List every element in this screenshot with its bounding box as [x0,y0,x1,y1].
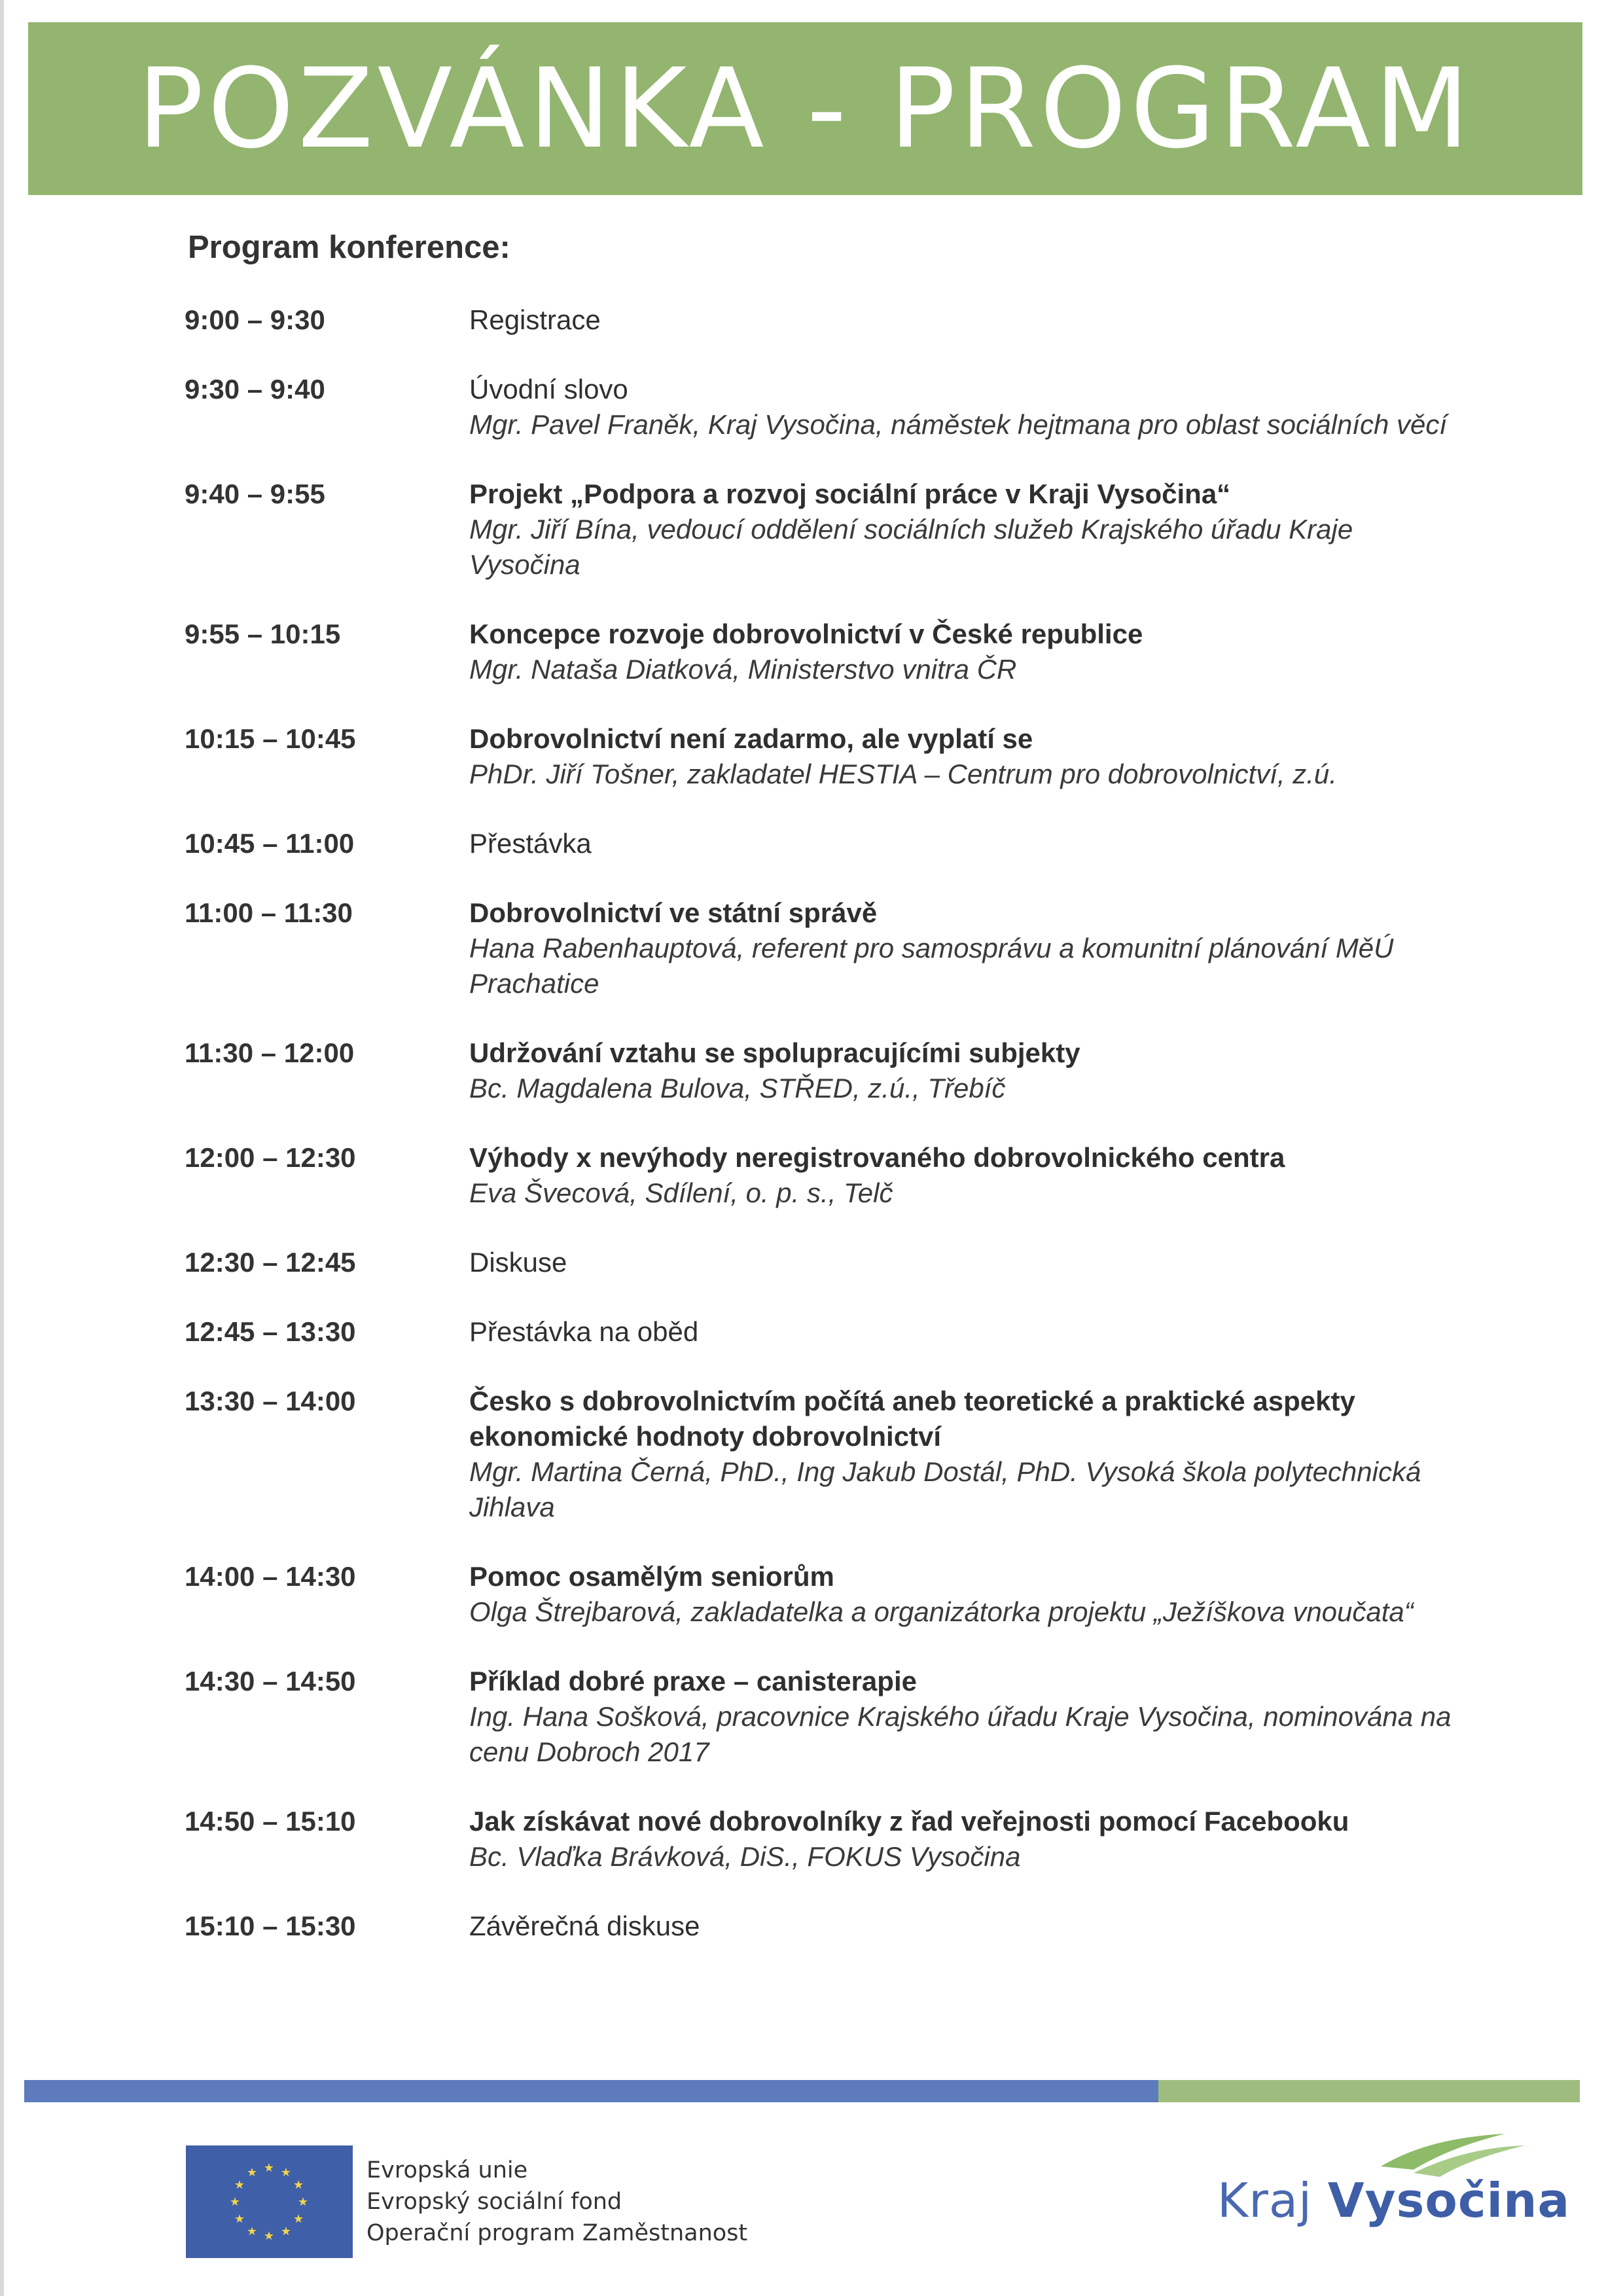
entry-title: Dobrovolnictví ve státní správě [469,897,878,928]
entry-speaker: Mgr. Jiří Bína, vedoucí oddělení sociálních služeb Krajského úřadu Kraje Vysočina [469,514,1353,580]
entry-details [469,476,1467,583]
schedule-entry [185,302,1467,338]
entry-details [469,1804,1467,1874]
entry-speaker: Bc. Magdalena Bulova, STŘED, z.ú., Třebíč [469,1073,1006,1103]
entry-title: Přestávka na oběd [469,1316,699,1347]
entry-details [469,1035,1467,1106]
entry-time: 11:30 – 12:00 [185,1037,355,1068]
schedule-entry [185,1664,1467,1770]
schedule-entry [185,372,1467,442]
entry-title: Pomoc osamělým seniorům [469,1561,834,1592]
schedule [185,302,1467,1978]
entry-speaker: PhDr. Jiří Tošner, zakladatel HESTIA – Centrum pro dobrovolnictví, z.ú. [469,759,1337,789]
entry-time: 9:40 – 9:55 [185,478,325,509]
entry-details [469,1314,1467,1350]
eu-line: Evropská unie [366,2157,528,2183]
entry-details [469,1909,1467,1944]
schedule-entry [185,1314,1467,1350]
entry-details [469,302,1467,338]
eu-text-block [366,2155,747,2249]
eu-star-icon: ★ [263,2161,275,2174]
entry-time: 14:30 – 14:50 [185,1666,356,1696]
entry-speaker: Mgr. Martina Černá, PhD., Ing Jakub Dostál, PhD. Vysoká škola polytechnická Jihlava [469,1456,1421,1522]
schedule-entry [185,1035,1467,1106]
eu-star-icon: ★ [280,2225,292,2238]
eu-line: Evropský sociální fond [366,2189,622,2215]
entry-time: 10:45 – 11:00 [185,828,355,859]
eu-flag-logo [186,2145,353,2258]
entry-details [469,721,1467,792]
entry-time: 9:30 – 9:40 [185,374,325,404]
kraj-logo-part1: Kraj [1217,2173,1312,2228]
entry-title: Úvodní slovo [469,374,628,404]
entry-time: 11:00 – 11:30 [185,897,353,928]
kraj-vysocina-logo [1217,2121,1571,2232]
schedule-entry [185,895,1467,1001]
entry-time: 15:10 – 15:30 [185,1910,356,1941]
entry-title: Koncepce rozvoje dobrovolnictví v České republice [469,619,1143,649]
program-heading: Program konference: [188,230,510,265]
entry-details [469,372,1467,442]
schedule-entry [185,476,1467,583]
schedule-entry [185,1245,1467,1280]
page-title: POZVÁNKA - PROGRAM [137,45,1474,173]
entry-speaker: Eva Švecová, Sdílení, o. p. s., Telč [469,1177,893,1208]
kraj-logo-part2: Vysočina [1327,2173,1571,2228]
entry-time: 14:00 – 14:30 [185,1561,356,1592]
eu-line: Operační program Zaměstnanost [366,2220,748,2246]
kraj-swoosh-icon [1217,2121,1558,2179]
entry-speaker: Hana Rabenhauptová, referent pro samosprávu a komunitní plánování MěÚ Prachatice [469,933,1394,999]
entry-details [469,1245,1467,1280]
eu-star-icon: ★ [246,2165,258,2179]
entry-title: Výhody x nevýhody neregistrovaného dobrovolnického centra [469,1142,1285,1173]
entry-details [469,826,1467,861]
eu-flag-svg [186,2145,353,2258]
entry-title: Diskuse [469,1247,567,1278]
entry-speaker: Olga Štrejbarová, zakladatelka a organizátorka projektu „Ježíškova vnoučata“ [469,1596,1414,1627]
entry-time: 12:45 – 13:30 [185,1316,356,1347]
schedule-entry [185,1804,1467,1874]
entry-time: 13:30 – 14:00 [185,1386,356,1416]
schedule-entry [185,1140,1467,1211]
schedule-entry [185,721,1467,792]
entry-time: 14:50 – 15:10 [185,1806,356,1837]
page-edge [0,0,4,2296]
entry-details [469,1664,1467,1770]
entry-details [469,895,1467,1001]
schedule-entry [185,1559,1467,1630]
entry-title: Registrace [469,304,601,335]
entry-speaker: Bc. Vlaďka Brávková, DiS., FOKUS Vysočina [469,1841,1021,1872]
schedule-entry [185,617,1467,687]
entry-title: Přestávka [469,828,592,859]
entry-details [469,1559,1467,1630]
entry-speaker: Mgr. Nataša Diatková, Ministerstvo vnitra ČR [469,654,1017,685]
eu-star-icon: ★ [293,2212,304,2225]
entry-title: Česko s dobrovolnictvím počítá aneb teoretické a praktické aspekty ekonomické hodnoty dobrovolnictví [469,1386,1355,1452]
entry-title: Udržování vztahu se spolupracujícími subjekty [469,1037,1080,1068]
schedule-entry [185,1909,1467,1944]
schedule-entry [185,1384,1467,1525]
entry-title: Projekt „Podpora a rozvoj sociální práce v Kraji Vysočina“ [469,478,1231,509]
eu-star-icon: ★ [246,2225,258,2238]
entry-time: 12:00 – 12:30 [185,1142,356,1173]
entry-title: Jak získávat nové dobrovolníky z řad veřejnosti pomocí Facebooku [469,1806,1349,1837]
entry-title: Příklad dobré praxe – canisterapie [469,1666,917,1696]
eu-star-icon: ★ [263,2229,275,2242]
header-band [28,22,1582,195]
entry-time: 9:00 – 9:30 [185,304,325,335]
footer-bar-green [1158,2080,1580,2102]
eu-star-icon: ★ [229,2195,241,2208]
entry-time: 12:30 – 12:45 [185,1247,356,1278]
eu-star-icon: ★ [280,2165,292,2179]
eu-star-icon: ★ [234,2212,245,2225]
entry-details [469,617,1467,687]
eu-star-icon: ★ [293,2178,304,2191]
footer-bar-blue [24,2080,1158,2102]
entry-time: 10:15 – 10:45 [185,723,356,754]
entry-details [469,1140,1467,1211]
entry-time: 9:55 – 10:15 [185,619,341,649]
footer-bar [24,2080,1580,2102]
schedule-entry [185,826,1467,861]
entry-details [469,1384,1467,1525]
entry-title: Dobrovolnictví není zadarmo, ale vyplatí se [469,723,1033,754]
entry-speaker: Mgr. Pavel Franěk, Kraj Vysočina, náměstek hejtmana pro oblast sociálních věcí [469,409,1448,440]
eu-star-icon: ★ [297,2195,309,2208]
entry-speaker: Ing. Hana Sošková, pracovnice Krajského úřadu Kraje Vysočina, nominována na cenu Dobroch 2017 [469,1701,1452,1767]
eu-star-icon: ★ [234,2178,245,2191]
kraj-logo-text [1217,2173,1570,2228]
entry-title: Závěrečná diskuse [469,1910,700,1941]
